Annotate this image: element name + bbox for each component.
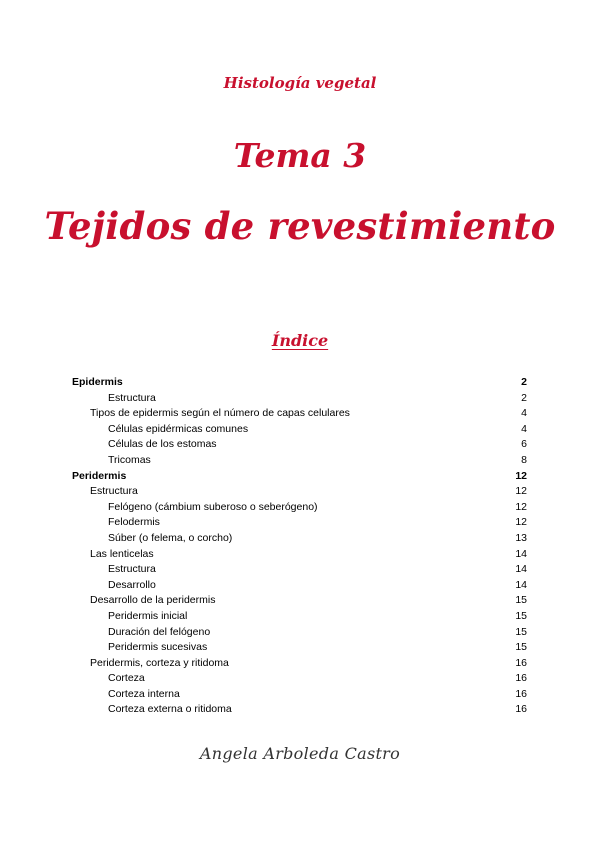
toc-entry-label: Felodermis — [108, 516, 160, 529]
tema-number: Tema 3 — [233, 136, 367, 175]
toc-entry-page: 15 — [515, 641, 527, 654]
toc-entry-page: 8 — [521, 453, 527, 466]
toc-entry[interactable] — [72, 578, 527, 594]
toc-entry-label: Felógeno (cámbium suberoso o seberógeno) — [108, 500, 318, 513]
toc-entry[interactable] — [72, 422, 527, 438]
toc-entry[interactable] — [72, 391, 527, 407]
toc-entry[interactable] — [72, 609, 527, 625]
toc-entry[interactable] — [72, 500, 527, 516]
toc-entry-label: Peridermis inicial — [108, 609, 188, 622]
toc-entry-label: Células de los estomas — [108, 438, 217, 451]
toc-entry-page: 15 — [515, 625, 527, 638]
toc-entry-label: Peridermis, corteza y ritidoma — [90, 656, 229, 669]
toc-entry[interactable] — [72, 406, 527, 422]
subject-title: Histología vegetal — [223, 74, 377, 92]
toc-entry-label: Súber (o felema, o corcho) — [108, 531, 233, 544]
toc-entry[interactable] — [72, 625, 527, 641]
toc-entry-label: Corteza externa o ritidoma — [108, 703, 232, 716]
toc-entry[interactable] — [72, 687, 527, 703]
toc-entry-label: Las lenticelas — [90, 547, 154, 560]
toc-entry-page: 16 — [515, 656, 527, 669]
toc-entry-page: 16 — [515, 672, 527, 685]
author-signature: Angela Arboleda Castro — [199, 744, 401, 763]
toc-entry-label: Estructura — [90, 485, 138, 498]
toc-entry-label: Corteza interna — [108, 687, 180, 700]
toc-entry-label: Corteza — [108, 672, 145, 685]
toc-entry-label: Estructura — [108, 563, 156, 576]
toc-entry[interactable] — [72, 515, 527, 531]
toc-entry[interactable] — [72, 375, 527, 391]
toc-entry-page: 13 — [515, 531, 527, 544]
toc-entry-page: 12 — [515, 485, 527, 498]
toc-entry-label: Peridermis — [72, 469, 127, 482]
toc-entry-label: Peridermis sucesivas — [108, 641, 208, 654]
toc-entry-page: 16 — [515, 703, 527, 716]
toc-entry-page: 12 — [515, 469, 527, 482]
toc-entry-page: 15 — [515, 594, 527, 607]
toc-entry-page: 14 — [515, 563, 527, 576]
toc-entry[interactable] — [72, 702, 527, 718]
toc-entry[interactable] — [72, 484, 527, 500]
toc-entry-page: 15 — [515, 609, 527, 622]
toc-entry-label: Desarrollo — [108, 578, 156, 591]
toc-entry-page: 2 — [521, 376, 527, 388]
toc-entry-label: Tricomas — [108, 453, 151, 466]
toc-entry-label: Duración del felógeno — [108, 625, 211, 638]
toc-entry-page: 4 — [521, 422, 527, 435]
toc-entry[interactable] — [72, 656, 527, 672]
page-title: Tejidos de revestimiento — [44, 204, 556, 248]
toc-entry-page: 16 — [515, 687, 527, 700]
toc-entry-page: 6 — [521, 438, 527, 451]
index-heading: Índice — [271, 331, 329, 350]
toc-entry-page: 14 — [515, 578, 527, 591]
toc-entry[interactable] — [72, 531, 527, 547]
toc-entry[interactable] — [72, 437, 527, 453]
toc-entry-label: Desarrollo de la peridermis — [90, 594, 216, 607]
toc-entry-page: 12 — [515, 516, 527, 529]
toc-entry-page: 12 — [515, 500, 527, 513]
toc-entry[interactable] — [72, 671, 527, 687]
toc-entry[interactable] — [72, 562, 527, 578]
toc-entry-label: Tipos de epidermis según el número de capas celulares — [90, 407, 350, 420]
toc-entry[interactable] — [72, 469, 527, 485]
toc-entry-page: 14 — [515, 547, 527, 560]
table-of-contents — [72, 375, 527, 718]
toc-entry[interactable] — [72, 547, 527, 563]
toc-entry-label: Epidermis — [72, 376, 123, 388]
toc-entry-page: 2 — [521, 391, 527, 404]
toc-entry-page: 4 — [521, 407, 527, 420]
toc-entry-label: Estructura — [108, 391, 156, 404]
toc-entry-label: Células epidérmicas comunes — [108, 422, 249, 435]
toc-entry[interactable] — [72, 640, 527, 656]
toc-entry[interactable] — [72, 453, 527, 469]
toc-entry[interactable] — [72, 593, 527, 609]
